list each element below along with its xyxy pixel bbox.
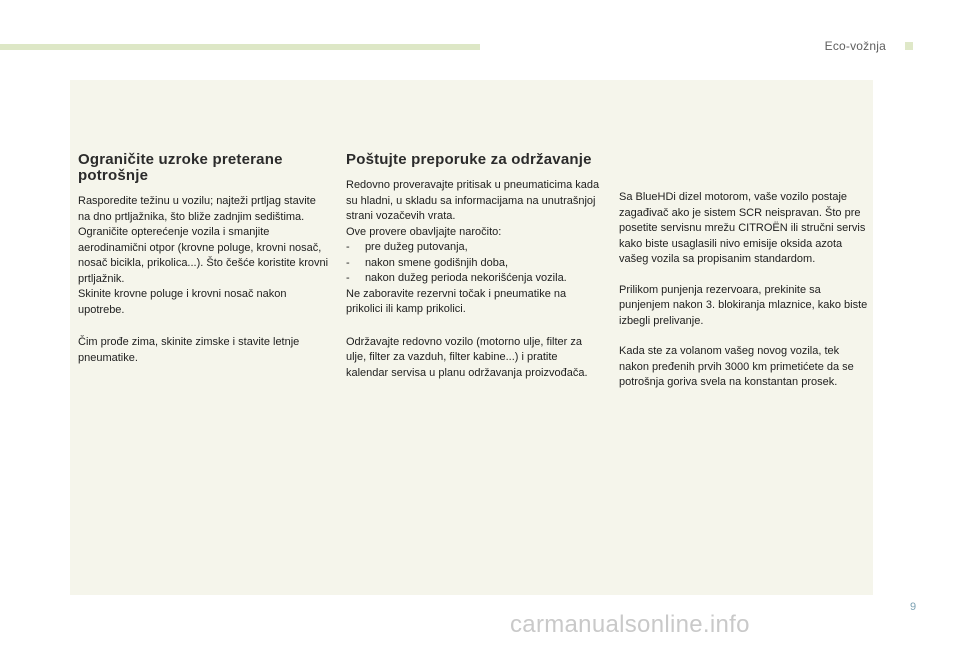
right-paragraph: Prilikom punjenja rezervoara, prekinite sa punjenjem nakon 3. blokiranja mlaznice, kako biste izbegli prelivanje.	[619, 283, 868, 327]
left-paragraph: Skinite krovne poluge i krovni nosač nakon upotrebe.	[78, 288, 287, 316]
right-paragraph: Kada ste za volanom vašeg novog vozila, tek nakon pređenih prvih 3000 km primetićete da se potrošnja goriva svela na konstantan prosek.	[619, 345, 854, 388]
column-left	[78, 152, 330, 366]
middle-heading: Poštujte preporuke za održavanje	[346, 151, 592, 168]
left-paragraph: Čim prođe zima, skinite zimske i stavite letnje pneumatike.	[78, 336, 300, 364]
middle-paragraph: Redovno proveravajte pritisak u pneumaticima kada su hladni, u skladu sa informacijama na unutrašnjoj strani vozačevih vrata.	[346, 179, 600, 222]
right-paragraph: Sa BlueHDi dizel motorom, vaše vozilo postaje zagađivač ako je sistem SCR neispravan. Što pre posetite servisnu mrežu CITROËN ili stručni servis kako biste usaglasili nivo emisije oksida azota vašeg vozila sa propisanim standardom.	[619, 191, 866, 265]
left-paragraph: Ograničite opterećenje vozila i smanjite aerodinamični otpor (krovne poluge, krovni nosač, nosač bicikla, prikolica...). Što češće koristite krovni prtljažnik.	[78, 226, 329, 285]
middle-paragraph: Održavajte redovno vozilo (motorno ulje, filter za ulje, filter za vazduh, filter kabine...) i pratite kalendar servisa u planu održavanja proizvođača.	[346, 335, 588, 379]
left-heading: Ograničite uzroke preterane potrošnje	[78, 151, 283, 184]
middle-paragraph: Ne zaboravite rezervni točak i pneumatike na prikolici ili kamp prikolici.	[346, 287, 567, 315]
column-right	[619, 190, 869, 391]
section-marker	[905, 42, 913, 50]
column-middle	[346, 152, 602, 381]
page-number: 9	[910, 601, 917, 613]
left-paragraph: Rasporedite težinu u vozilu; najteži prtljag stavite na dno prtljažnika, što bliže zadnjim sedištima.	[78, 195, 316, 223]
middle-list-item: - nakon dužeg perioda nekorišćenja vozila.	[346, 272, 567, 284]
header-accent-bar	[0, 44, 480, 50]
middle-list-item: - pre dužeg putovanja,	[346, 241, 468, 253]
middle-paragraph: Ove provere obavljajte naročito:	[346, 225, 502, 238]
section-title: Eco-vožnja	[824, 39, 886, 53]
middle-list-item: - nakon smene godišnjih doba,	[346, 256, 509, 269]
watermark-text: carmanualsonline.info	[510, 611, 750, 638]
